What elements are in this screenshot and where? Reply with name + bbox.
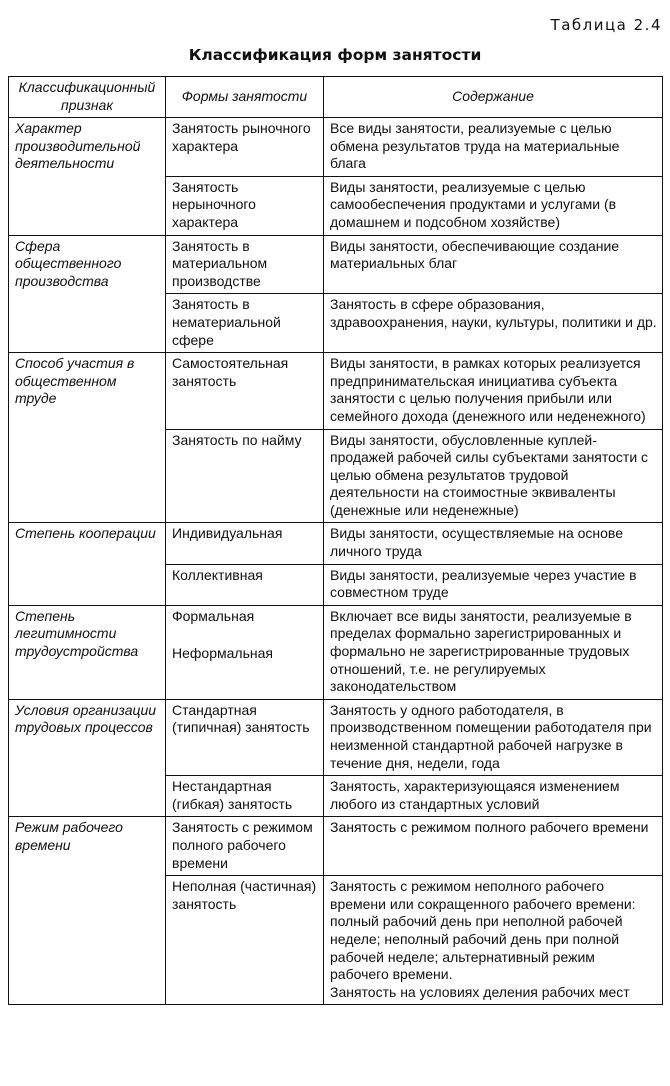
form-informal: Неформальная xyxy=(172,645,273,662)
criterion-cell: Степень кооперации xyxy=(9,523,166,605)
employment-forms-table xyxy=(8,76,663,1005)
form-formal: Формальная xyxy=(172,607,255,624)
table-row xyxy=(9,523,663,564)
criterion-cell: Сфера общественного производства xyxy=(9,235,166,353)
content-cell: Виды занятости, реализуемые через участие в совместном труде xyxy=(324,564,663,605)
table-number: Таблица 2.4 xyxy=(550,16,662,34)
content-cell: Виды занятости, осуществляемые на основе личного труда xyxy=(324,523,663,564)
form-cell: Занятость по найму xyxy=(166,429,324,523)
criterion-cell: Способ участия в общественном труде xyxy=(9,353,166,523)
content-cell: Занятость у одного работодателя, в производственном помещении работодателя при неизменной стандартной рабочей нагрузке в течение дня, недели, года xyxy=(324,699,663,775)
content-text-extra: Занятость на условиях деления рабочих мест xyxy=(330,983,630,1000)
content-cell: Занятость, характеризующаяся изменением любого из стандартных условий xyxy=(324,776,663,817)
table-row xyxy=(9,235,663,294)
table-row xyxy=(9,817,663,876)
form-cell: Коллективная xyxy=(166,564,324,605)
table-caption: Классификация форм занятости xyxy=(188,46,482,64)
content-cell: Занятость в сфере образования, здравоохранения, науки, культуры, политики и др. xyxy=(324,294,663,353)
form-cell: Индивидуальная xyxy=(166,523,324,564)
content-cell: Виды занятости, обусловленные куплей-продажей рабочей силы субъектами занятости с целью обмена результатов трудовой деятельности на стоимостные эквиваленты (денежные или неденежные) xyxy=(324,429,663,523)
table-row xyxy=(9,353,663,429)
table-row xyxy=(9,605,663,699)
form-cell: Стандартная (типичная) занятость xyxy=(166,699,324,775)
form-cell: Занятость нерыночного характера xyxy=(166,176,324,235)
form-cell: Самостоятельная занятость xyxy=(166,353,324,429)
table-row xyxy=(9,118,663,177)
form-cell: Занятость рыночного характера xyxy=(166,118,324,177)
form-cell: Занятость с режимом полного рабочего времени xyxy=(166,817,324,876)
content-cell: Виды занятости, в рамках которых реализуется предпринимательская инициатива субъекта занятости с целью получения прибыли или семейного дохода (денежного или неденежного) xyxy=(324,353,663,429)
form-cell xyxy=(166,605,324,699)
header-forms: Формы занятости xyxy=(166,77,324,118)
form-cell: Неполная (частичная) занятость xyxy=(166,876,324,1005)
form-cell: Занятость в материальном производстве xyxy=(166,235,324,294)
content-cell: Занятость с режимом полного рабочего времени xyxy=(324,817,663,876)
header-content: Содержание xyxy=(324,77,663,118)
criterion-cell: Степень легитимности трудоустройства xyxy=(9,605,166,699)
criterion-cell: Режим рабочего времени xyxy=(9,817,166,1005)
content-cell xyxy=(324,876,663,1005)
form-cell: Занятость в нематериальной сфере xyxy=(166,294,324,353)
criterion-cell: Характер производительной деятельности xyxy=(9,118,166,236)
table-header-row xyxy=(9,77,663,118)
criterion-cell: Условия организации трудовых процессов xyxy=(9,699,166,817)
header-criterion: Классификационный признак xyxy=(9,77,166,118)
form-cell: Нестандартная (гибкая) занятость xyxy=(166,776,324,817)
content-text: Занятость с режимом неполного рабочего времени или сокращенного рабочего времени: полный рабочий день при неполной рабочей неделе; неполный рабочий день при полной рабочей неделе; альтернативный режим рабочего времени. xyxy=(330,878,636,983)
content-cell: Виды занятости, обеспечивающие создание материальных благ xyxy=(324,235,663,294)
content-cell: Виды занятости, реализуемые с целью самообеспечения продуктами и услугами (в домашнем и подсобном хозяйстве) xyxy=(324,176,663,235)
content-cell: Включает все виды занятости, реализуемые в пределах формально зарегистрированных и формально не зарегистрированные трудовых отношений, т.е. не регулируемых законодательством xyxy=(324,605,663,699)
table-row xyxy=(9,699,663,775)
content-cell: Все виды занятости, реализуемые с целью обмена результатов труда на материальные блага xyxy=(324,118,663,177)
